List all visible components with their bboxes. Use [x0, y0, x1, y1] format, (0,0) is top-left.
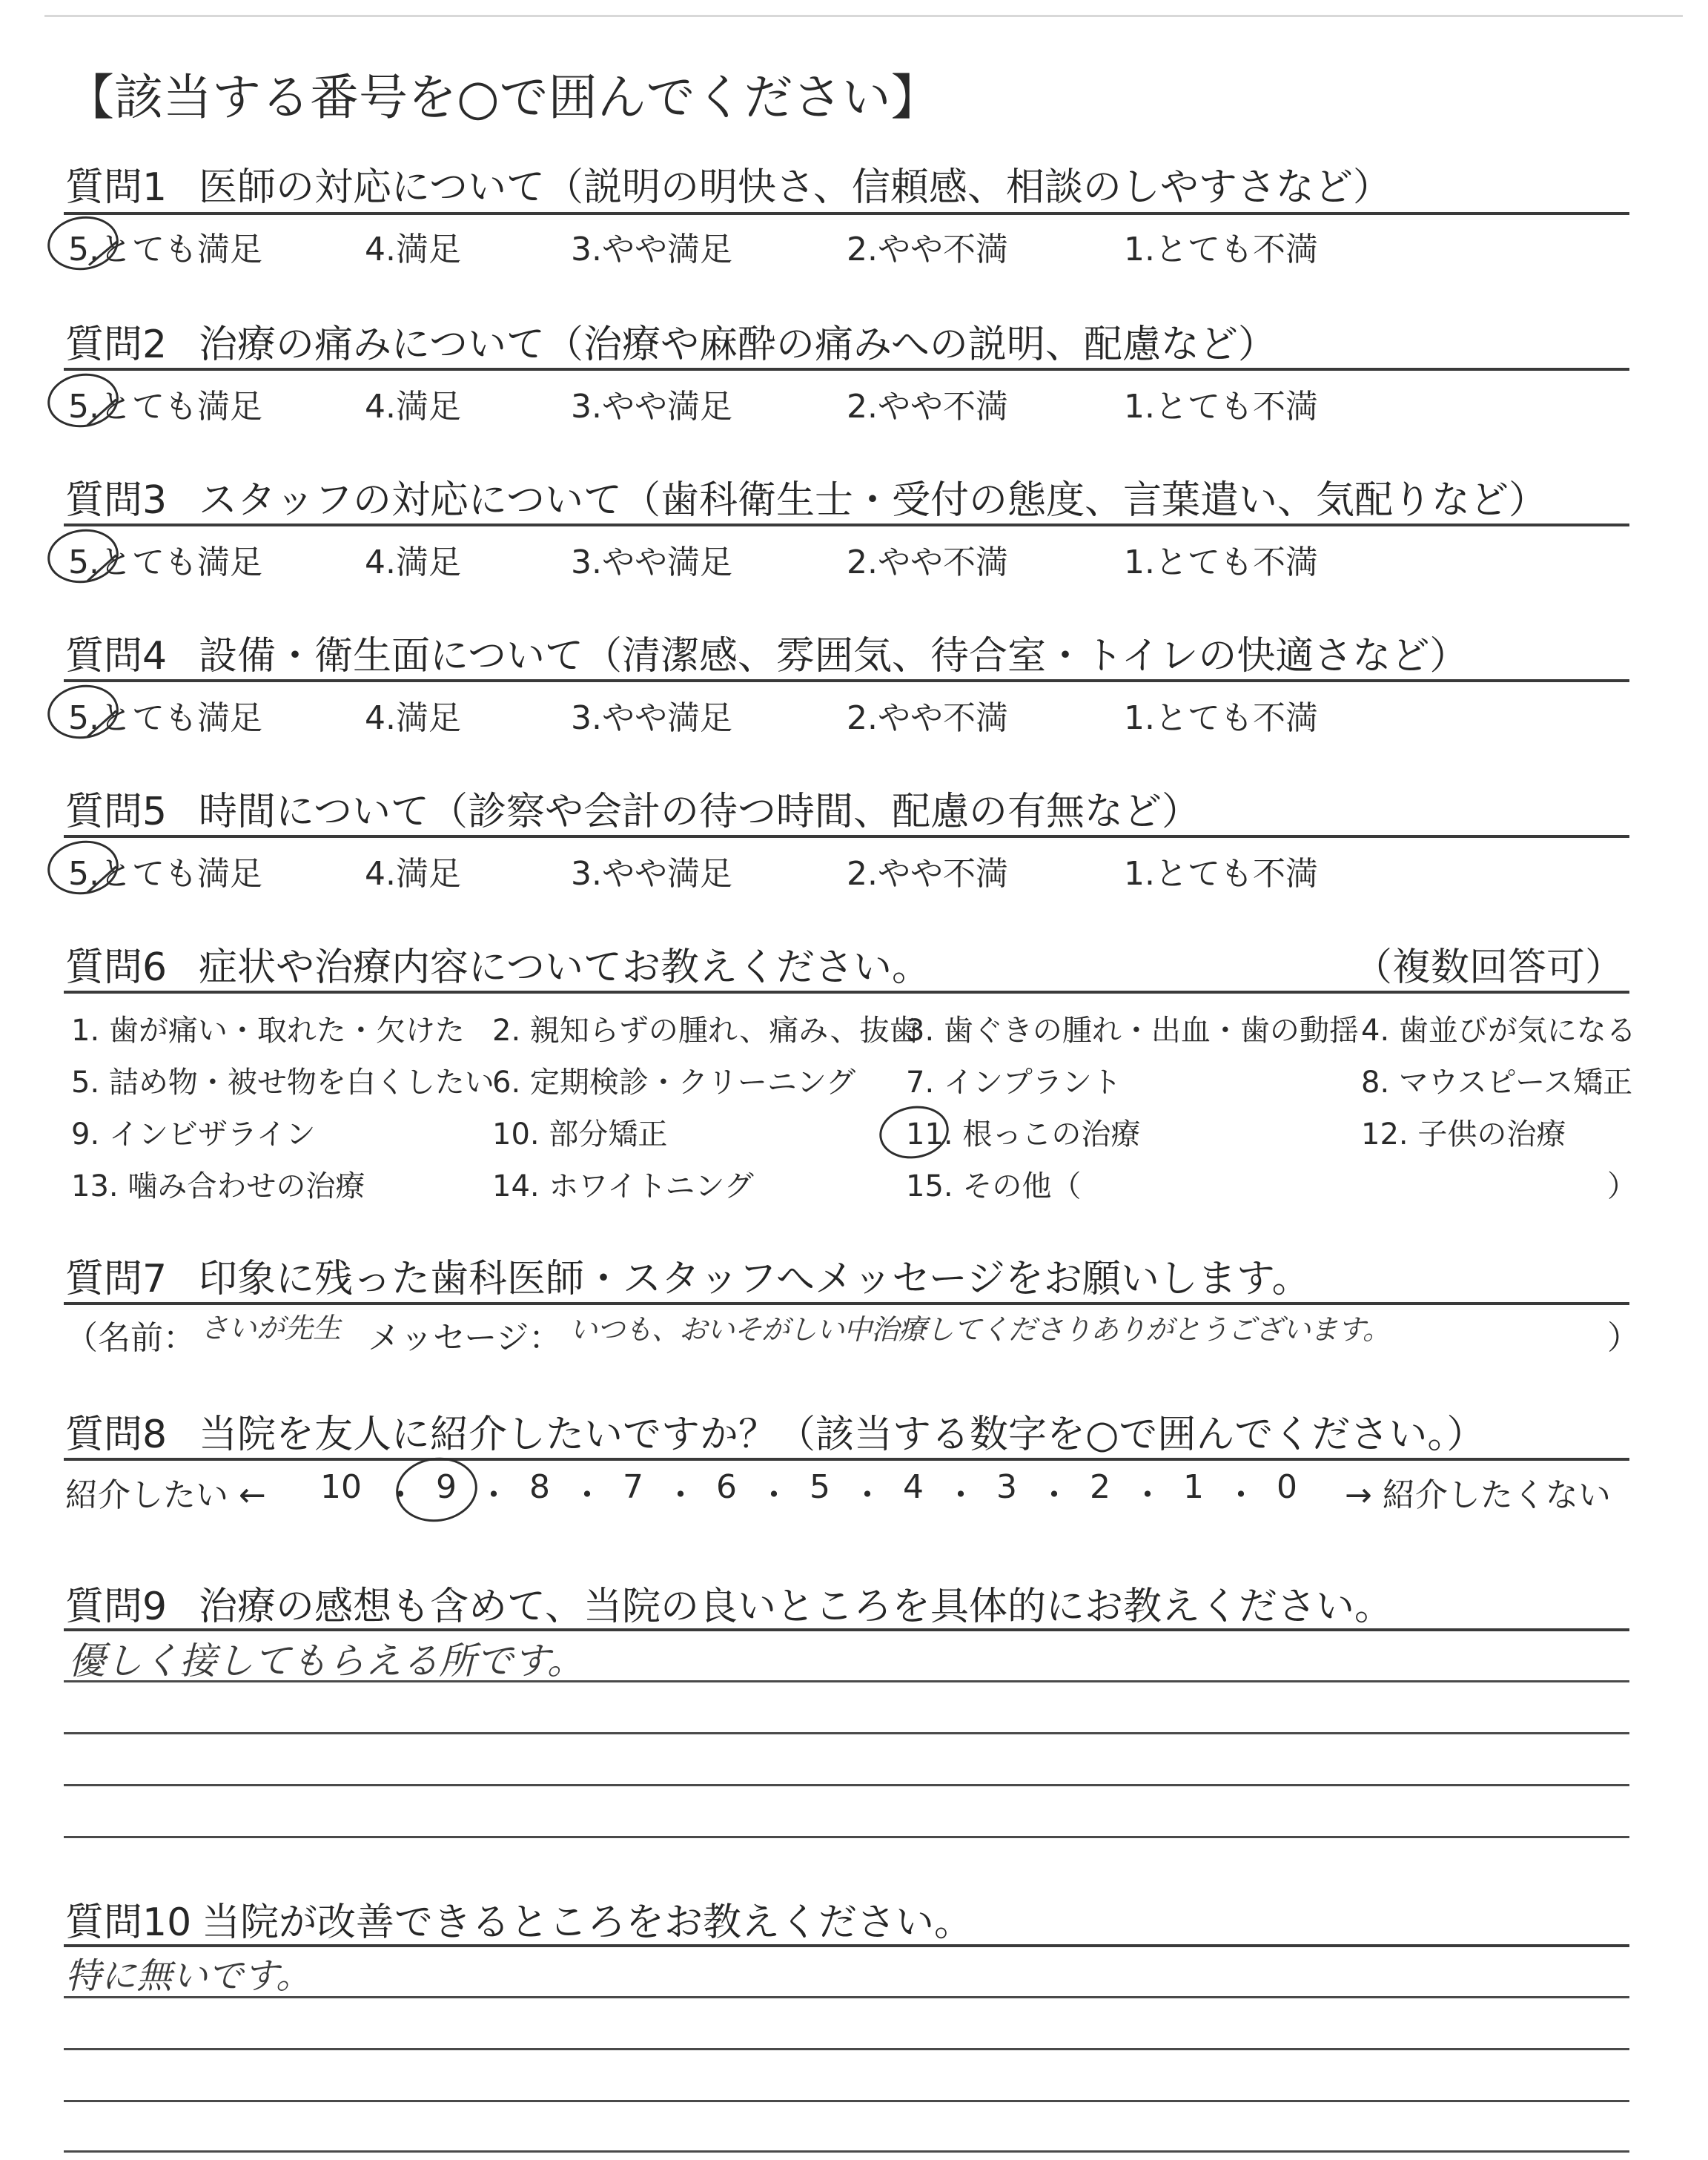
question-3-label: 質問3 [65, 478, 168, 523]
q4-option-2[interactable]: 2.やや不満 [847, 699, 1008, 737]
question-6-text: 症状や治療内容についてお教えください。 [199, 945, 930, 990]
q8-left-label: 紹介したい ← [65, 1476, 266, 1514]
q8-scale-0[interactable]: 0 [1277, 1468, 1297, 1506]
q6-option-3[interactable]: 3. 歯ぐきの腫れ・出血・歯の動揺 [906, 1014, 1359, 1048]
question-8-rule [64, 1458, 1629, 1461]
q8-scale-4[interactable]: 4 [903, 1468, 924, 1506]
q2-option-1[interactable]: 1.とても不満 [1124, 388, 1318, 426]
q4-option-4[interactable]: 4.満足 [365, 699, 461, 737]
question-4-label: 質問4 [65, 634, 168, 678]
q2-option-5[interactable]: 5.とても満足 [68, 388, 262, 426]
q3-option-4[interactable]: 4.満足 [365, 544, 461, 581]
q10-answer-line [64, 2150, 1629, 2153]
q9-answer-line [64, 1680, 1629, 1682]
q8-separator: ・ [477, 1476, 510, 1514]
q8-separator: ・ [851, 1476, 884, 1514]
q2-option-3[interactable]: 3.やや満足 [571, 388, 732, 426]
q6-option-10[interactable]: 10. 部分矯正 [492, 1117, 668, 1152]
q4-option-1[interactable]: 1.とても不満 [1124, 699, 1318, 737]
q8-scale-7[interactable]: 7 [623, 1468, 643, 1506]
q8-separator: ・ [944, 1476, 977, 1514]
question-6-label: 質問6 [65, 945, 168, 990]
q6-option-4[interactable]: 4. 歯並びが気になる [1361, 1014, 1636, 1048]
q7-message-value[interactable]: いつも、おいそがしい中治療してくださりありがとうございます。 [569, 1313, 1390, 1346]
q9-answer[interactable]: 優しく接してもらえる所です。 [68, 1639, 584, 1682]
q3-option-5[interactable]: 5.とても満足 [68, 544, 262, 581]
q9-answer-line [64, 1732, 1629, 1734]
question-4-text: 設備・衛生面について（清潔感、雰囲気、待合室・トイレの快適さなど） [199, 634, 1469, 678]
q5-option-2[interactable]: 2.やや不満 [847, 855, 1008, 893]
q6-option-2[interactable]: 2. 親知らずの腫れ、痛み、抜歯 [492, 1014, 919, 1048]
q6-option-9[interactable]: 9. インビザライン [71, 1117, 316, 1152]
q5-option-5[interactable]: 5.とても満足 [68, 855, 262, 893]
question-8-label: 質問8 [65, 1413, 168, 1457]
q7-name-value[interactable]: さいが先生 [200, 1312, 342, 1344]
q5-option-1[interactable]: 1.とても不満 [1124, 855, 1318, 893]
q8-scale-8[interactable]: 8 [529, 1468, 550, 1506]
q6-option-7[interactable]: 7. インプラント [906, 1066, 1122, 1100]
q6-other-close-paren: ） [1607, 1169, 1637, 1203]
q2-option-2[interactable]: 2.やや不満 [847, 388, 1008, 426]
question-2-rule [64, 368, 1629, 371]
question-2-label: 質問2 [65, 323, 168, 367]
q1-option-2[interactable]: 2.やや不満 [847, 231, 1008, 268]
question-6-rule [64, 991, 1629, 994]
q9-answer-line [64, 1784, 1629, 1786]
question-5-label: 質問5 [65, 790, 168, 834]
question-8-text: 当院を友人に紹介したいですか？（該当する数字を○で囲んでください。） [199, 1413, 1486, 1457]
q4-option-3[interactable]: 3.やや満足 [571, 699, 732, 737]
q8-separator: ・ [758, 1476, 790, 1514]
question-1-label: 質問1 [65, 165, 168, 210]
q7-name-label: （名前： [65, 1319, 196, 1357]
question-6-note: （複数回答可） [1354, 945, 1624, 990]
question-2-text: 治療の痛みについて（治療や麻酔の痛みへの説明、配慮など） [199, 323, 1277, 367]
q10-answer[interactable]: 特に無いです。 [65, 1955, 312, 1997]
q6-option-13[interactable]: 13. 噛み合わせの治療 [71, 1169, 365, 1203]
q2-option-4[interactable]: 4.満足 [365, 388, 461, 426]
top-border [44, 15, 1683, 17]
q3-option-3[interactable]: 3.やや満足 [571, 544, 732, 581]
q8-separator: ・ [1131, 1476, 1164, 1514]
q6-option-14[interactable]: 14. ホワイトニング [492, 1169, 754, 1203]
q7-close-paren: ） [1607, 1319, 1640, 1357]
question-1-rule [64, 212, 1629, 215]
question-10-text: 当院が改善できるところをお教えください。 [202, 1900, 973, 1945]
q8-answer-circle [392, 1453, 482, 1527]
q8-scale-9[interactable]: 9 [436, 1468, 457, 1506]
question-7-text: 印象に残った歯科医師・スタッフへメッセージをお願いします。 [199, 1257, 1311, 1301]
q8-separator: ・ [571, 1476, 603, 1514]
question-5-rule [64, 835, 1629, 838]
q10-answer-line [64, 2048, 1629, 2050]
q3-option-2[interactable]: 2.やや不満 [847, 544, 1008, 581]
q8-separator: ・ [384, 1476, 417, 1514]
q5-option-3[interactable]: 3.やや満足 [571, 855, 732, 893]
q8-scale-2[interactable]: 2 [1090, 1468, 1110, 1506]
q8-right-label: → 紹介したくない [1345, 1476, 1611, 1514]
q6-option-6[interactable]: 6. 定期検診・クリーニング [492, 1066, 856, 1100]
q1-option-1[interactable]: 1.とても不満 [1124, 231, 1318, 268]
q8-scale-6[interactable]: 6 [716, 1468, 737, 1506]
q6-option-5[interactable]: 5. 詰め物・被せ物を白くしたい [71, 1066, 494, 1100]
q8-scale-3[interactable]: 3 [996, 1468, 1017, 1506]
q6-option-11[interactable]: 11. 根っこの治療 [906, 1117, 1141, 1152]
question-9-label: 質問9 [65, 1585, 168, 1629]
question-7-label: 質問7 [65, 1257, 168, 1301]
q8-separator: ・ [1225, 1476, 1257, 1514]
q10-answer-line [64, 1996, 1629, 1998]
page-title: 【該当する番号を○で囲んでください】 [65, 69, 940, 126]
question-10-label: 質問10 [65, 1900, 192, 1945]
q7-message-label: メッセージ： [368, 1319, 562, 1357]
q6-option-1[interactable]: 1. 歯が痛い・取れた・欠けた [71, 1014, 465, 1048]
q8-separator: ・ [664, 1476, 697, 1514]
q1-option-5[interactable]: 5.とても満足 [68, 231, 262, 268]
question-5-text: 時間について（診察や会計の待つ時間、配慮の有無など） [199, 790, 1200, 834]
question-9-text: 治療の感想も含めて、当院の良いところを具体的にお教えください。 [199, 1585, 1393, 1629]
q8-scale-1[interactable]: 1 [1183, 1468, 1204, 1506]
q10-answer-line [64, 2100, 1629, 2102]
q6-option-12[interactable]: 12. 子供の治療 [1361, 1117, 1566, 1152]
question-3-text: スタッフの対応について（歯科衛生士・受付の態度、言葉遣い、気配りなど） [199, 478, 1547, 523]
q3-option-1[interactable]: 1.とても不満 [1124, 544, 1318, 581]
question-4-rule [64, 679, 1629, 682]
q4-option-5[interactable]: 5.とても満足 [68, 699, 262, 737]
q8-scale-5[interactable]: 5 [810, 1468, 830, 1506]
q6-option-8[interactable]: 8. マウスピース矯正 [1361, 1066, 1633, 1100]
q5-option-4[interactable]: 4.満足 [365, 855, 461, 893]
q1-option-3[interactable]: 3.やや満足 [571, 231, 732, 268]
q8-scale-10[interactable]: 10 [320, 1468, 362, 1506]
q9-answer-line [64, 1836, 1629, 1838]
q1-option-4[interactable]: 4.満足 [365, 231, 461, 268]
question-1-text: 医師の対応について（説明の明快さ、信頼感、相談のしやすさなど） [199, 165, 1391, 210]
question-3-rule [64, 524, 1629, 526]
q8-separator: ・ [1038, 1476, 1070, 1514]
q6-option-15[interactable]: 15. その他（ [906, 1169, 1082, 1203]
